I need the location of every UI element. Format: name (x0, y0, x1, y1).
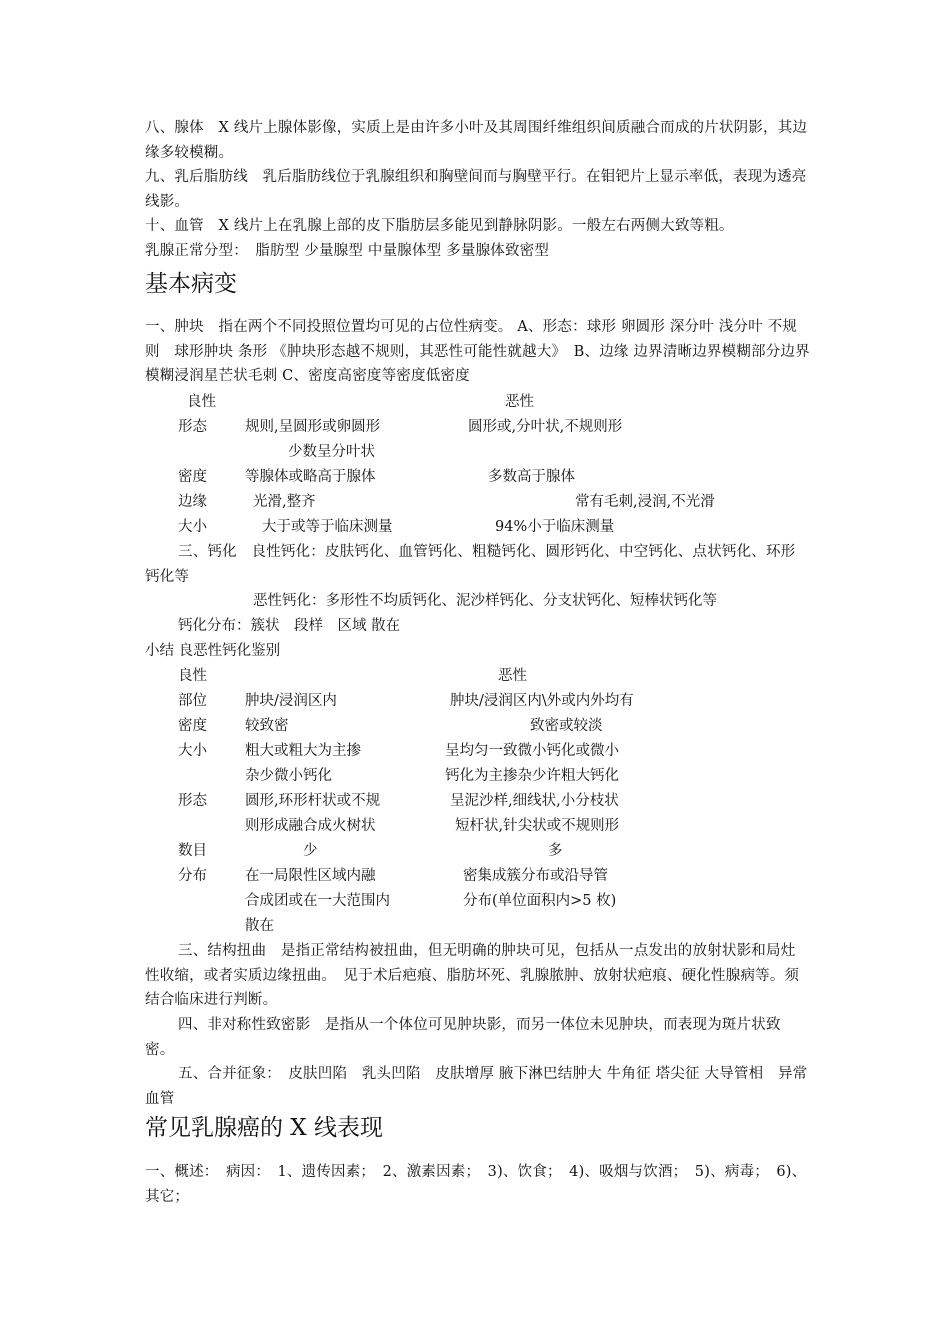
row-benign: 少数呈分叶状 (288, 444, 375, 460)
paragraph-vessels: 十、血管 X 线片上在乳腺上部的皮下脂肪层多能见到静脉阴影。一般左右两侧大致等粗。 (145, 218, 734, 234)
row-benign: 圆形,环形杆状或不规 (245, 793, 381, 809)
paragraph-breast-types: 乳腺正常分型： 脂肪型 少量腺型 中量腺体型 多量腺体致密型 (145, 243, 550, 259)
row-malignant: 肿块/浸润区内\外或内外均有 (450, 693, 634, 709)
table2-header (145, 664, 810, 689)
row-benign: 杂少微小钙化 (245, 768, 332, 784)
row-benign: 大于或等于临床测量 (262, 519, 393, 535)
row-malignant: 呈泥沙样,细线状,小分枝状 (450, 793, 619, 809)
row-benign: 在一局限性区域内融 (245, 868, 376, 884)
row-malignant: 短杆状,针尖状或不规则形 (455, 818, 620, 834)
row-malignant: 圆形或,分叶状,不规则形 (468, 419, 623, 435)
table2-row (145, 864, 810, 889)
table1-header-malignant: 恶性 (505, 394, 534, 410)
paragraph-gland: 八、腺体 X 线片上腺体影像，实质上是由许多小叶及其周围纤维组织间质融合而成的片状阴影，其边缘多较模糊。 (145, 120, 808, 161)
table2-row (145, 814, 810, 839)
paragraph-mass: 一、肿块 指在两个不同投照位置均可见的占位性病变。 A、形态：球形 卵圆形 深分叶 浅分叶 不规则 球形肿块 条形 《肿块形态越不规则，其恶性可能性就越大》 B、边缘 边界清晰边界模糊部分边界模糊浸润星芒状毛刺 C、密度高密度等密度低密度 (145, 319, 810, 384)
row-label: 数目 (178, 843, 207, 859)
table2-row (145, 889, 810, 914)
row-malignant: 多数高于腺体 (488, 469, 575, 485)
row-benign: 较致密 (245, 718, 289, 734)
table1-row (145, 465, 810, 490)
heading-breast-cancer-xray: 常见乳腺癌的 X 线表现 (145, 1115, 383, 1141)
row-benign: 合成团或在一大范围内 (245, 893, 390, 909)
paragraph-overview: 一、概述： 病因： 1、遗传因素； 2、激素因素； 3)、饮食； 4)、吸烟与饮酒； 5)、病毒； 6)、其它； (145, 1164, 807, 1205)
table1-row (145, 515, 810, 540)
row-benign: 少 (303, 843, 318, 859)
row-benign: 规则,呈圆形或卵圆形 (245, 419, 381, 435)
row-malignant: 呈均匀一致微小钙化或微小 (445, 743, 619, 759)
table2-header-malignant: 恶性 (498, 668, 527, 684)
row-benign: 散在 (245, 918, 274, 934)
row-benign: 粗大或粗大为主掺 (245, 743, 361, 759)
heading-basic-lesions: 基本病变 (145, 271, 237, 297)
row-label: 分布 (178, 868, 207, 884)
row-benign: 肿块/浸润区内 (245, 693, 337, 709)
table1-header-benign: 良性 (187, 394, 216, 410)
table2-row (145, 789, 810, 814)
table2-row (145, 839, 810, 864)
table2-row (145, 689, 810, 714)
table2-row (145, 714, 810, 739)
row-label: 形态 (178, 793, 207, 809)
table2-row (145, 914, 810, 939)
row-label: 部位 (178, 693, 207, 709)
paragraph-distortion: 三、结构扭曲 是指正常结构被扭曲，但无明确的肿块可见，包括从一点发出的放射状影和局灶性收缩，或者实质边缘扭曲。 见于术后疤痕、脂肪坏死、乳腺脓肿、放射状疤痕、硬化性腺病等。须结合临床进行判断。 (145, 943, 800, 1008)
row-benign: 光滑,整齐 (253, 494, 316, 510)
row-malignant: 密集成簇分布或沿导管 (463, 868, 608, 884)
row-benign: 等腺体或略高于腺体 (245, 469, 376, 485)
row-label: 密度 (178, 718, 207, 734)
row-malignant: 常有毛刺,浸润,不光滑 (575, 494, 715, 510)
row-malignant: 94%小于临床测量 (495, 519, 615, 535)
table1-header (145, 390, 810, 415)
row-benign: 则形成融合成火树状 (245, 818, 376, 834)
paragraph-asymmetry: 四、非对称性致密影 是指从一个体位可见肿块影，而另一体位未见肿块，而表现为斑片状致密。 (145, 1017, 781, 1058)
calcification-summary-title: 小结 良恶性钙化鉴别 (145, 643, 281, 659)
table1-row (145, 415, 810, 440)
paragraph-calcification: 三、钙化 良性钙化：皮肤钙化、血管钙化、粗糙钙化、圆形钙化、中空钙化、点状钙化、环形钙化等 (145, 544, 796, 585)
table2-row (145, 739, 810, 764)
table1-row (145, 490, 810, 515)
paragraph-fat-line: 九、乳后脂肪线 乳后脂肪线位于乳腺组织和胸壁间而与胸壁平行。在钼钯片上显示率低，表现为透亮线影。 (145, 169, 807, 210)
paragraph-associated-signs: 五、合并征象： 皮肤凹陷 乳头凹陷 皮肤增厚 腋下淋巴结肿大 牛角征 塔尖征 大导管相 异常血管 (145, 1066, 808, 1107)
malignant-calcification-line: 恶性钙化：多形性不均质钙化、泥沙样钙化、分支状钙化、短棒状钙化等 (253, 593, 717, 609)
table2-row (145, 764, 810, 789)
row-label: 密度 (178, 469, 207, 485)
table2-header-benign: 良性 (178, 668, 207, 684)
row-label: 大小 (178, 519, 207, 535)
calcification-distribution: 钙化分布：簇状 段样 区域 散在 (178, 618, 401, 634)
row-label: 边缘 (178, 494, 207, 510)
row-malignant: 分布(单位面积内>5 枚) (463, 893, 617, 909)
row-malignant: 致密或较淡 (530, 718, 603, 734)
row-malignant: 钙化为主掺杂少许粗大钙化 (445, 768, 619, 784)
row-label: 形态 (178, 419, 207, 435)
row-label: 大小 (178, 743, 207, 759)
table1-row (145, 440, 810, 465)
row-malignant: 多 (548, 843, 563, 859)
